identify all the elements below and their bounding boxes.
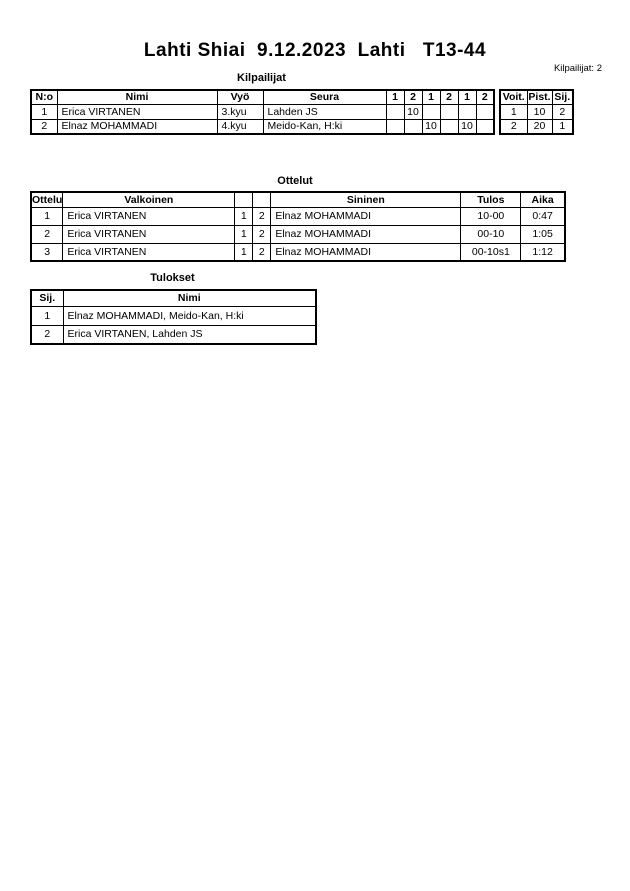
- col-blue-num: [253, 192, 271, 207]
- cell-pist: 10: [527, 104, 552, 119]
- cell-vyo: 4.kyu: [217, 119, 263, 134]
- cell-time: 1:05: [521, 225, 565, 243]
- cell-white-num: 1: [235, 207, 253, 225]
- cell-score: [458, 104, 476, 119]
- cell-white-num: 1: [235, 243, 253, 261]
- col-sij: Sij.: [552, 90, 573, 104]
- cell-score: 10: [404, 104, 422, 119]
- cell-match-no: 1: [31, 207, 63, 225]
- cell-score: [404, 119, 422, 134]
- cell-nimi: Erica VIRTANEN, Lahden JS: [63, 325, 316, 344]
- result-row: [31, 325, 316, 344]
- cell-score: [440, 119, 458, 134]
- match-row: [31, 225, 565, 243]
- col-ottelu: Ottelu: [32, 193, 63, 206]
- grid-col-2: 2: [404, 90, 422, 104]
- col-nimi: Nimi: [57, 90, 217, 104]
- cell-result: 00-10: [461, 225, 521, 243]
- kilpailijat-tables: [30, 89, 630, 135]
- cell-blue-num: 2: [253, 225, 271, 243]
- cell-match-no: 2: [31, 225, 63, 243]
- cell-score: [476, 119, 494, 134]
- cell-match-no: 3: [31, 243, 63, 261]
- cell-seura: Meido-Kan, H:ki: [263, 119, 386, 134]
- competitor-row: [31, 119, 494, 134]
- grid-col-4: 2: [440, 90, 458, 104]
- cell-sij: 2: [31, 325, 63, 344]
- cell-time: 1:12: [521, 243, 565, 261]
- kilpailijat-table: [30, 89, 495, 135]
- cell-score: [422, 104, 440, 119]
- cell-pist: 20: [527, 119, 552, 134]
- cell-vyo: 3.kyu: [217, 104, 263, 119]
- cell-result: 10-00: [461, 207, 521, 225]
- kilpailijat-header-row: [31, 90, 494, 104]
- cell-no: 2: [31, 119, 57, 134]
- cell-white: Erica VIRTANEN: [63, 225, 235, 243]
- cell-result: 00-10s1: [461, 243, 521, 261]
- col-sij: Sij.: [31, 290, 63, 306]
- summary-row: [500, 104, 573, 119]
- cell-no: 1: [31, 104, 57, 119]
- summary-header-row: [500, 90, 573, 104]
- cell-sij: 1: [552, 119, 573, 134]
- cell-nimi: Elnaz MOHAMMADI: [57, 119, 217, 134]
- grid-col-6: 2: [476, 90, 494, 104]
- match-row: [31, 243, 565, 261]
- cell-score: [440, 104, 458, 119]
- ottelut-heading: Ottelut: [277, 175, 313, 187]
- col-white-num: [235, 192, 253, 207]
- col-seura: Seura: [263, 90, 386, 104]
- cell-white-num: 1: [235, 225, 253, 243]
- col-nimi: Nimi: [63, 290, 316, 306]
- col-aika: Aika: [521, 192, 565, 207]
- cell-blue-num: 2: [253, 207, 271, 225]
- content-area: [30, 72, 630, 345]
- cell-nimi: Elnaz MOHAMMADI, Meido-Kan, H:ki: [63, 306, 316, 325]
- tulokset-table: [30, 289, 317, 345]
- cell-blue: Elnaz MOHAMMADI: [271, 243, 461, 261]
- page-title: Lahti Shiai 9.12.2023 Lahti T13-44: [143, 40, 487, 61]
- cell-blue: Elnaz MOHAMMADI: [271, 225, 461, 243]
- cell-seura: Lahden JS: [263, 104, 386, 119]
- cell-blue: Elnaz MOHAMMADI: [271, 207, 461, 225]
- cell-score: [386, 119, 404, 134]
- ottelut-table: [30, 191, 566, 262]
- cell-score: 10: [422, 119, 440, 134]
- grid-col-3: 1: [422, 90, 440, 104]
- col-valkoinen: Valkoinen: [63, 192, 235, 207]
- ottelut-header-row: [31, 192, 565, 207]
- cell-voit: 2: [500, 119, 527, 134]
- kilpailijat-heading: Kilpailijat: [237, 72, 286, 84]
- grid-col-1: 1: [386, 90, 404, 104]
- col-voit: Voit.: [500, 90, 527, 104]
- col-tulos: Tulos: [461, 192, 521, 207]
- grid-col-5: 1: [458, 90, 476, 104]
- cell-score: 10: [458, 119, 476, 134]
- tulokset-heading: Tulokset: [150, 272, 195, 284]
- col-no: N:o: [31, 90, 57, 104]
- cell-blue-num: 2: [253, 243, 271, 261]
- cell-time: 0:47: [521, 207, 565, 225]
- cell-score: [476, 104, 494, 119]
- summary-table: [499, 89, 574, 135]
- cell-white: Erica VIRTANEN: [63, 207, 235, 225]
- col-sininen: Sininen: [271, 192, 461, 207]
- cell-voit: 1: [500, 104, 527, 119]
- result-row: [31, 306, 316, 325]
- cell-sij: 1: [31, 306, 63, 325]
- match-row: [31, 207, 565, 225]
- summary-row: [500, 119, 573, 134]
- col-vyo: Vyö: [217, 90, 263, 104]
- competitors-count: Kilpailijat: 2: [553, 63, 602, 74]
- tulokset-header-row: [31, 290, 316, 306]
- competitor-row: [31, 104, 494, 119]
- cell-white: Erica VIRTANEN: [63, 243, 235, 261]
- cell-sij: 2: [552, 104, 573, 119]
- cell-score: [386, 104, 404, 119]
- cell-nimi: Erica VIRTANEN: [57, 104, 217, 119]
- col-pist: Pist.: [528, 91, 551, 104]
